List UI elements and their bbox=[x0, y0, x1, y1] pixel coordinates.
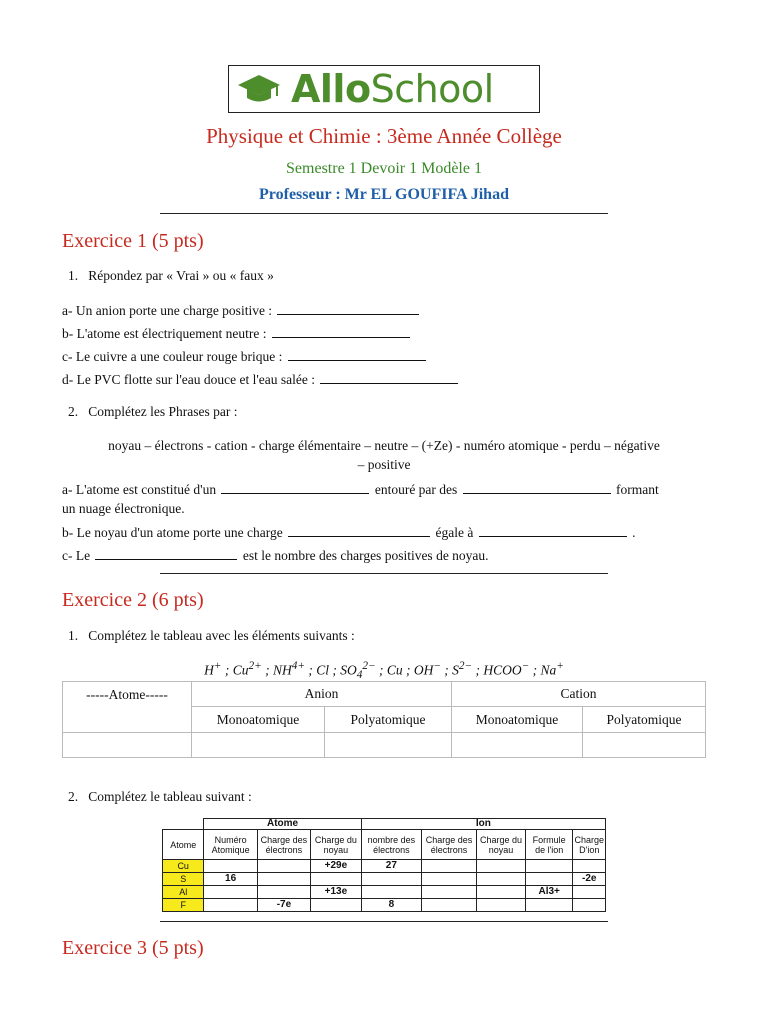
table-cell[interactable] bbox=[525, 873, 573, 886]
table-header-cation: Cation bbox=[452, 682, 706, 707]
answer-blank[interactable] bbox=[272, 325, 410, 338]
page-subtitle: Semestre 1 Devoir 1 Modèle 1 bbox=[286, 160, 482, 177]
species-list: H+ ; $Cu^{2+}$ ; $NH^{4+}$ ; Cl ; $SO_4^{2-}$ ; Cu ; OH− ; $S^{2-}$ ; HCOO− ; Na+ bbox=[204, 660, 564, 682]
table-cell[interactable] bbox=[477, 860, 526, 873]
page-title: Physique et Chimie : 3ème Année Collège bbox=[206, 124, 562, 148]
element-cell: S bbox=[163, 873, 204, 886]
divider bbox=[160, 573, 608, 574]
answer-blank[interactable] bbox=[221, 481, 369, 494]
table-cell[interactable] bbox=[477, 886, 526, 899]
table-cell[interactable] bbox=[63, 733, 192, 758]
ex1-sentence-c: c- Le est le nombre des charges positives de noyau. bbox=[62, 548, 489, 563]
col-header: Charge D'ion bbox=[573, 830, 606, 860]
table-cell[interactable] bbox=[325, 733, 452, 758]
table-cell[interactable]: +29e bbox=[311, 860, 362, 873]
word-list-line2: – positive bbox=[357, 457, 411, 472]
table-cell[interactable] bbox=[192, 733, 325, 758]
ex1-q1: 1. Répondez par « Vrai » ou « faux » bbox=[68, 268, 274, 283]
table-cell[interactable]: 27 bbox=[361, 860, 421, 873]
group-header-ion: Ion bbox=[361, 819, 605, 830]
exercise3-heading: Exercice 3 (5 pts) bbox=[62, 937, 204, 959]
col-header: Numéro Atomique bbox=[204, 830, 257, 860]
graduation-cap-icon bbox=[237, 73, 281, 105]
table-cell[interactable]: -7e bbox=[257, 899, 310, 912]
table-cell[interactable]: Al3+ bbox=[525, 886, 573, 899]
answer-blank[interactable] bbox=[479, 524, 627, 537]
table-cell[interactable] bbox=[204, 899, 257, 912]
ex1-item-b: b- L'atome est électriquement neutre : bbox=[62, 325, 412, 342]
table-cell[interactable] bbox=[422, 873, 477, 886]
table-cell[interactable] bbox=[452, 733, 583, 758]
table-cell[interactable] bbox=[361, 886, 421, 899]
ex2-q1: 1. Complétez le tableau avec les éléments suivants : bbox=[68, 628, 355, 643]
table-header-poly: Polyatomique bbox=[583, 707, 706, 733]
ex1-q2: 2. Complétez les Phrases par : bbox=[68, 404, 238, 419]
col-header: Atome bbox=[163, 830, 204, 860]
answer-blank[interactable] bbox=[320, 371, 458, 384]
ions-table bbox=[62, 681, 706, 758]
table-cell[interactable] bbox=[573, 860, 606, 873]
table-cell[interactable] bbox=[422, 899, 477, 912]
ex2-q2: 2. Complétez le tableau suivant : bbox=[68, 789, 252, 804]
group-header-atome: Atome bbox=[204, 819, 361, 830]
table-cell[interactable] bbox=[311, 873, 362, 886]
divider bbox=[160, 213, 608, 214]
table-cell[interactable] bbox=[204, 860, 257, 873]
table-cell[interactable]: 8 bbox=[361, 899, 421, 912]
alloschool-logo bbox=[228, 65, 540, 113]
col-header: Formule de l'ion bbox=[525, 830, 573, 860]
table-cell[interactable]: +13e bbox=[311, 886, 362, 899]
col-header: Charge du noyau bbox=[477, 830, 526, 860]
table-cell[interactable] bbox=[257, 873, 310, 886]
table-cell[interactable] bbox=[573, 899, 606, 912]
table-header-atome: -----Atome----- bbox=[63, 682, 192, 733]
table-cell[interactable] bbox=[583, 733, 706, 758]
table-cell[interactable] bbox=[257, 886, 310, 899]
ex1-sentence-a: a- L'atome est constitué d'un entouré par des formant bbox=[62, 482, 659, 497]
teacher-name: Professeur : Mr EL GOUFIFA Jihad bbox=[259, 186, 509, 203]
table-header-anion: Anion bbox=[192, 682, 452, 707]
table-cell[interactable] bbox=[361, 873, 421, 886]
ex1-sentence-a-cont: un nuage électronique. bbox=[62, 501, 185, 516]
col-header: Charge du noyau bbox=[311, 830, 362, 860]
table-cell[interactable]: 16 bbox=[204, 873, 257, 886]
word-list-line1: noyau – électrons - cation - charge élémentaire – neutre – (+Ze) - numéro atomique - perdu – négative bbox=[108, 438, 660, 453]
answer-blank[interactable] bbox=[95, 547, 237, 560]
ex1-item-a: a- Un anion porte une charge positive : bbox=[62, 302, 421, 319]
answer-blank[interactable] bbox=[288, 524, 430, 537]
table-cell[interactable] bbox=[573, 886, 606, 899]
table-cell[interactable] bbox=[477, 873, 526, 886]
answer-blank[interactable] bbox=[288, 348, 426, 361]
table-cell[interactable] bbox=[525, 899, 573, 912]
ex1-item-c: c- Le cuivre a une couleur rouge brique : bbox=[62, 348, 428, 365]
table-cell[interactable] bbox=[422, 886, 477, 899]
col-header: Charge des électrons bbox=[257, 830, 310, 860]
exercise2-heading: Exercice 2 (6 pts) bbox=[62, 589, 204, 611]
table-cell[interactable] bbox=[311, 899, 362, 912]
divider bbox=[160, 921, 608, 922]
element-cell: Al bbox=[163, 886, 204, 899]
table-header-poly: Polyatomique bbox=[325, 707, 452, 733]
table-cell[interactable] bbox=[477, 899, 526, 912]
logo-text: AlloSchool bbox=[291, 67, 494, 111]
table-cell[interactable] bbox=[204, 886, 257, 899]
ex1-sentence-b: b- Le noyau d'un atome porte une charge égale à . bbox=[62, 525, 636, 540]
col-header: Charge des électrons bbox=[422, 830, 477, 860]
table-cell[interactable] bbox=[422, 860, 477, 873]
exercise1-heading: Exercice 1 (5 pts) bbox=[62, 230, 204, 252]
table-header-mono: Monoatomique bbox=[452, 707, 583, 733]
answer-blank[interactable] bbox=[277, 302, 419, 315]
table-cell[interactable]: -2e bbox=[573, 873, 606, 886]
element-cell: Cu bbox=[163, 860, 204, 873]
element-cell: F bbox=[163, 899, 204, 912]
table-header-mono: Monoatomique bbox=[192, 707, 325, 733]
atom-ion-table bbox=[162, 818, 606, 912]
answer-blank[interactable] bbox=[463, 481, 611, 494]
ex1-item-d: d- Le PVC flotte sur l'eau douce et l'eau salée : bbox=[62, 371, 460, 388]
col-header: nombre des électrons bbox=[361, 830, 421, 860]
table-cell[interactable] bbox=[525, 860, 573, 873]
table-cell[interactable] bbox=[257, 860, 310, 873]
